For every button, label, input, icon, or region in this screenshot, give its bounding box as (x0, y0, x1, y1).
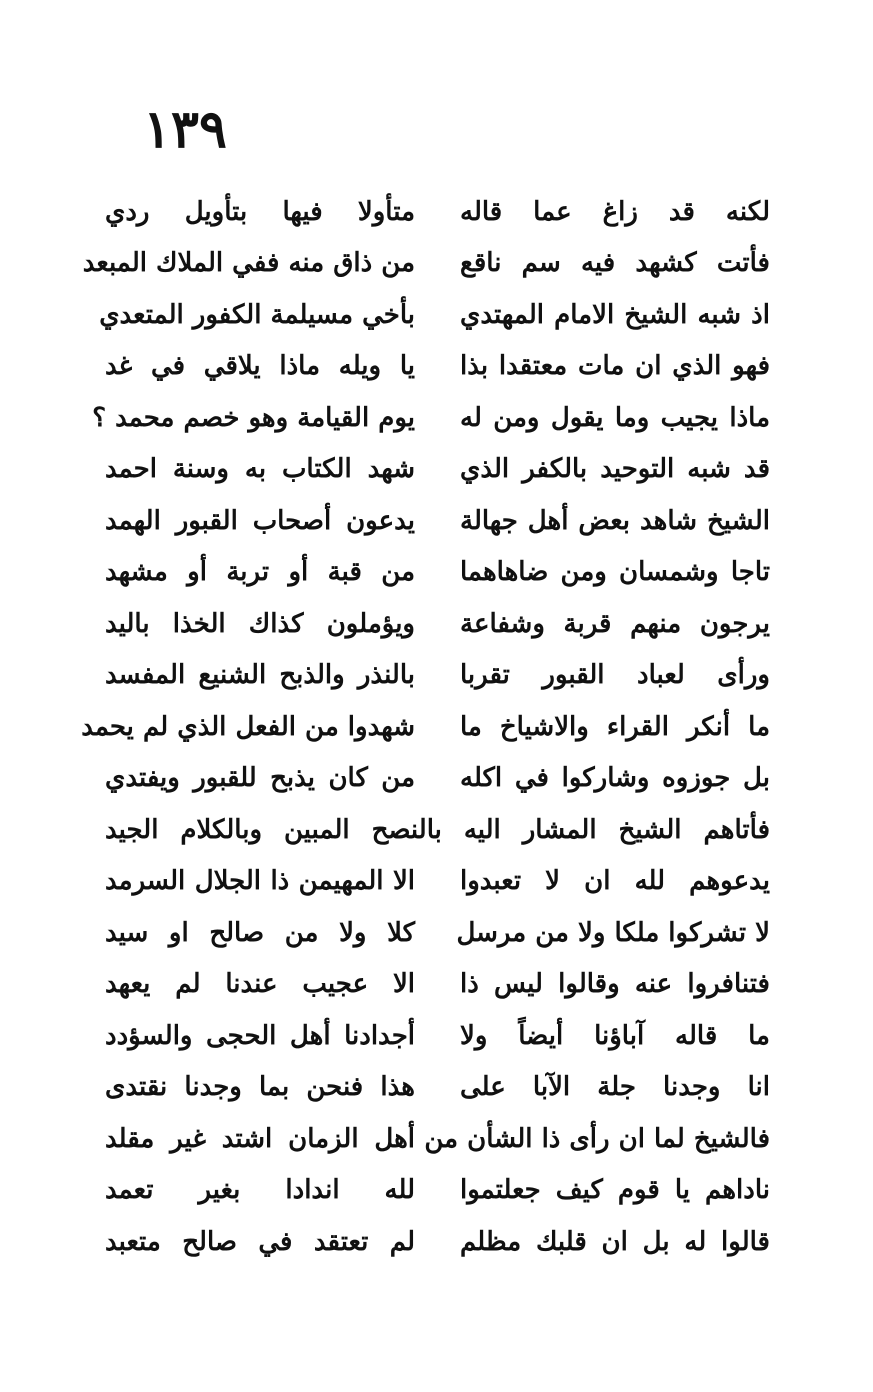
verse-couplet (105, 1010, 770, 1062)
verse-second-hemistich: من قبة أو تربة أو مشهد (105, 557, 415, 588)
verse-first-hemistich: قد شبه التوحيد بالكفر الذي (460, 454, 770, 485)
verse-second-hemistich: من ذاق منه ففي الملاك المبعد (82, 248, 415, 279)
verse-couplet (82, 238, 770, 290)
verse-first-hemistich: فهو الذي ان مات معتقدا بذا (460, 351, 770, 382)
verse-second-hemistich: يا ويله ماذا يلاقي في غد (105, 351, 415, 382)
verse-second-hemistich: أجدادنا أهل الحجى والسؤدد (105, 1020, 415, 1051)
verse-first-hemistich: فتنافروا عنه وقالوا ليس ذا (460, 969, 770, 1000)
verse-first-hemistich: بل جوزوه وشاركوا في اكله (460, 763, 770, 794)
verse-first-hemistich: قالوا له بل ان قلبك مظلم (460, 1226, 770, 1257)
verse-second-hemistich: بالنذر والذبح الشنيع المفسد (105, 660, 415, 691)
verse-couplet (105, 753, 770, 805)
verse-first-hemistich: يرجون منهم قربة وشفاعة (460, 608, 770, 639)
verse-second-hemistich: هذا فنحن بما وجدنا نقتدى (105, 1072, 415, 1103)
verse-first-hemistich: ماذا يجيب وما يقول ومن له (460, 402, 770, 433)
verse-couplet (81, 701, 770, 753)
verse-second-hemistich: بأخي مسيلمة الكفور المتعدي (99, 299, 415, 330)
verse-couplet (105, 547, 770, 599)
verse-second-hemistich: يوم القيامة وهو خصم محمد ؟ (92, 402, 415, 433)
verse-couplet (105, 959, 770, 1011)
verse-second-hemistich: الا عجيب عندنا لم يعهد (105, 969, 415, 1000)
verse-couplet (105, 856, 770, 908)
verse-second-hemistich: يدعون أصحاب القبور الهمد (105, 505, 415, 536)
verse-second-hemistich: ويؤملون كذاك الخذا باليد (105, 608, 415, 639)
verse-couplet (105, 341, 770, 393)
verse-second-hemistich: أهل الزمان اشتد غير مقلد (105, 1123, 415, 1154)
verse-first-hemistich: ورأى لعباد القبور تقربا (460, 660, 770, 691)
verse-first-hemistich: انا وجدنا جلة الآبا على (460, 1072, 770, 1103)
verse-second-hemistich: لله اندادا بغير تعمد (105, 1175, 415, 1206)
verse-couplet (105, 444, 770, 496)
verse-second-hemistich: شهدوا من الفعل الذي لم يحمد (81, 711, 415, 742)
verse-couplet (105, 186, 770, 238)
verse-second-hemistich: متأولا فيها بتأويل ردي (105, 196, 415, 227)
verse-first-hemistich: فأتت كشهد فيه سم ناقع (460, 248, 770, 279)
verse-first-hemistich: اذ شبه الشيخ الامام المهتدي (460, 299, 770, 330)
verse-second-hemistich: لم تعتقد في صالح متعبد (105, 1226, 415, 1257)
verse-first-hemistich: فالشيخ لما ان رأى ذا الشأن من (424, 1123, 770, 1154)
verse-second-hemistich: كلا ولا من صالح او سيد (105, 917, 415, 948)
verse-couplet (99, 289, 770, 341)
verse-second-hemistich: من كان يذبح للقبور ويفتدي (105, 763, 415, 794)
verse-line-full (105, 804, 770, 856)
page-number: ١٣٩ (143, 99, 227, 160)
verse-second-hemistich: شهد الكتاب به وسنة احمد (105, 454, 415, 485)
verse-first-hemistich: لا تشركوا ملكا ولا من مرسل (456, 917, 770, 948)
verse-couplet (105, 1062, 770, 1114)
verse-first-hemistich: ما أنكر القراء والاشياخ ما (460, 711, 770, 742)
verse-first-hemistich: الشيخ شاهد بعض أهل جهالة (460, 505, 770, 536)
verse-couplet (105, 650, 770, 702)
verse-first-hemistich: تاجا وشمسان ومن ضاهاهما (460, 557, 770, 588)
verse-couplet (105, 1216, 770, 1268)
poem (81, 186, 770, 1268)
verse-couplet (105, 1165, 770, 1217)
verse-couplet (92, 392, 770, 444)
verse-first-hemistich: ما قاله آباؤنا أيضاً ولا (460, 1020, 770, 1051)
verse-full-text: فأتاهم الشيخ المشار اليه بالنصح المبين وبالكلام الجيد (105, 814, 770, 845)
verse-couplet (105, 598, 770, 650)
verse-couplet (105, 495, 770, 547)
verse-first-hemistich: يدعوهم لله ان لا تعبدوا (460, 866, 770, 897)
verse-first-hemistich: لكنه قد زاغ عما قاله (460, 196, 770, 227)
verse-couplet (105, 907, 770, 959)
verse-first-hemistich: ناداهم يا قوم كيف جعلتموا (460, 1175, 770, 1206)
verse-couplet (105, 1113, 770, 1165)
verse-second-hemistich: الا المهيمن ذا الجلال السرمد (105, 866, 415, 897)
